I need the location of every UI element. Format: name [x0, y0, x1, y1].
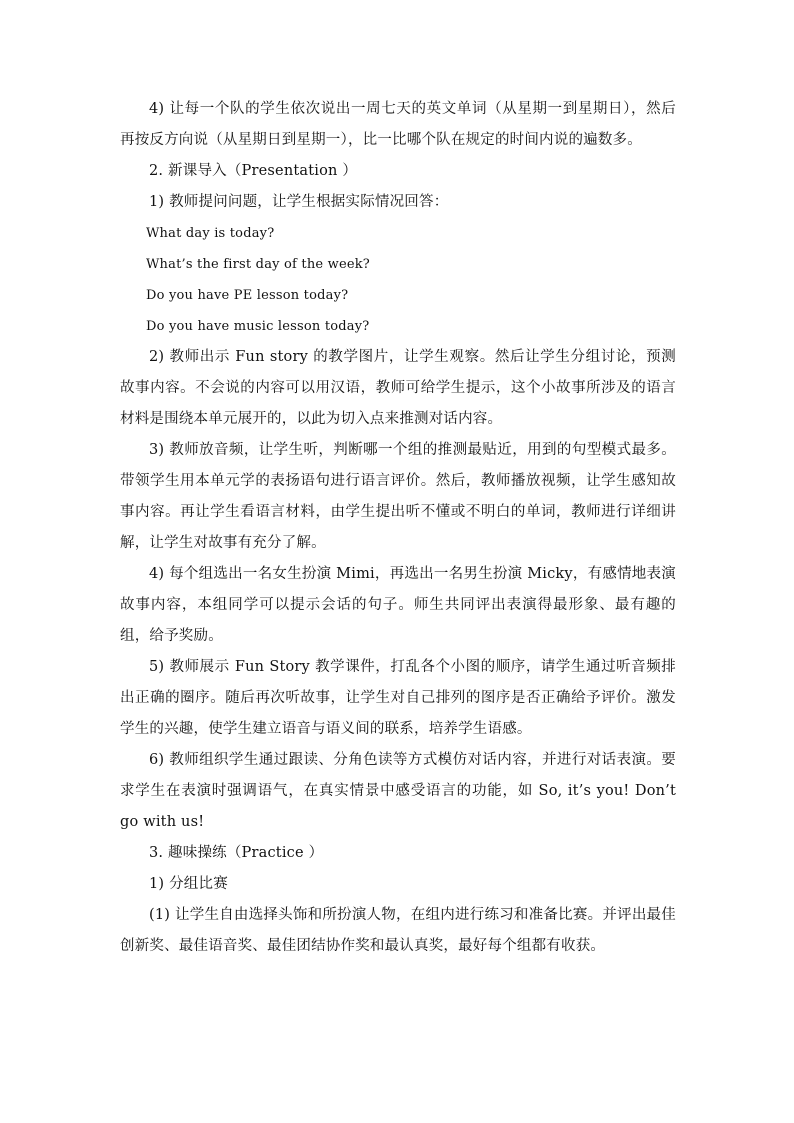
paragraph-role-play: 4) 每个组选出一名女生扮演 Mimi，再选出一名男生扮演 Micky，有感情地表演故事内容，本组同学可以提示会话的句子。师生共同评出表演得最形象、最有趣的组，给予奖励。	[120, 566, 676, 644]
subheading-group-contest: 1) 分组比赛	[149, 876, 228, 892]
paragraph-imitate-dialogue: 6) 教师组织学生通过跟读、分角色读等方式模仿对话内容，并进行对话表演。要求学生在表演时强调语气，在真实情景中感受语言的功能，如 So, it’s you! Don’t go with us!	[120, 752, 676, 830]
question-line-2: What’s the first day of the week?	[146, 257, 370, 272]
paragraph-audio: 3) 教师放音频，让学生听，判断哪一个组的推测最贴近，用到的句型模式最多。带领学生用本单元学的表扬语句进行语言评价。然后，教师播放视频，让学生感知故事内容。再让学生看语言材料，由学生提出听不懂或不明白的单词，教师进行详细讲解，让学生对故事有充分了解。	[120, 442, 676, 551]
question-line-4: Do you have music lesson today?	[146, 319, 370, 334]
heading-presentation: 2. 新课导入（Presentation ）	[149, 163, 358, 179]
paragraph-step4-weekdays: 4) 让每一个队的学生依次说出一周七天的英文单词（从星期一到星期日），然后再按反方向说（从星期日到星期一），比一比哪个队在规定的时间内说的遍数多。	[120, 101, 676, 148]
document-page	[120, 94, 676, 962]
paragraph-contest-awards: (1) 让学生自由选择头饰和所扮演人物，在组内进行练习和准备比赛。并评出最佳创新奖、最佳语音奖、最佳团结协作奖和最认真奖，最好每个组都有收获。	[120, 907, 676, 954]
question-line-3: Do you have PE lesson today?	[146, 288, 349, 303]
heading-practice: 3. 趣味操练（Practice ）	[149, 845, 324, 861]
question-line-1: What day is today?	[146, 226, 275, 241]
paragraph-courseware: 5) 教师展示 Fun Story 教学课件，打乱各个小图的顺序，请学生通过听音频排出正确的圈序。随后再次听故事，让学生对自己排列的图序是否正确给予评价。激发学生的兴趣，使学生建立语音与语义间的联系，培养学生语感。	[120, 659, 676, 737]
paragraph-fun-story-pictures: 2) 教师出示 Fun story 的教学图片，让学生观察。然后让学生分组讨论，预测故事内容。不会说的内容可以用汉语，教师可给学生提示，这个小故事所涉及的语言材料是围绕本单元展开的，以此为切入点来推测对话内容。	[120, 349, 676, 427]
paragraph-teacher-questions: 1) 教师提问问题，让学生根据实际情况回答：	[149, 194, 449, 210]
